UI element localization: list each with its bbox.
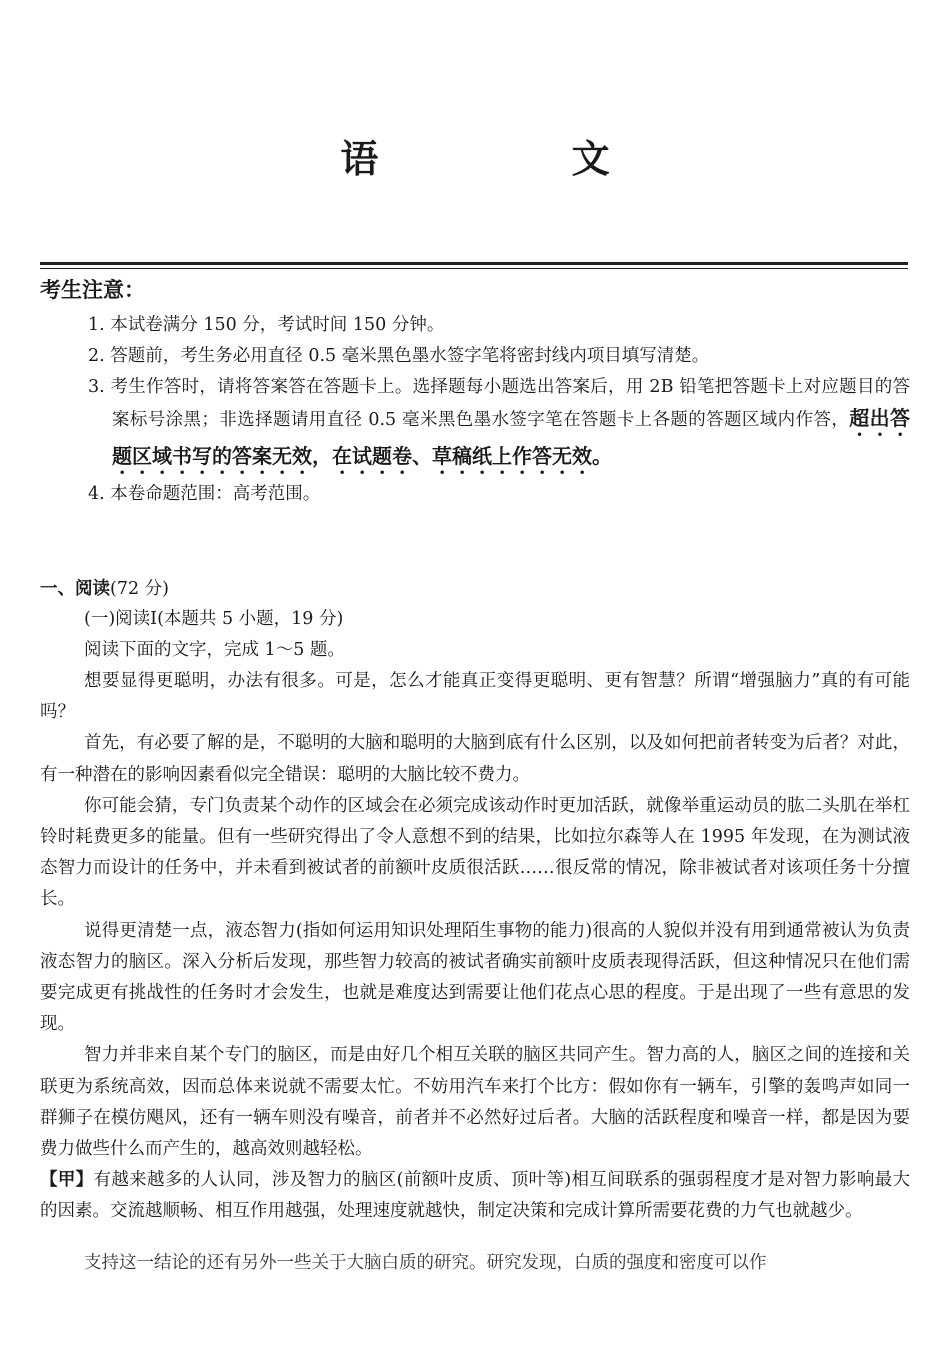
notice-item-3 <box>88 372 910 479</box>
notice-item-4: 4. 本卷命题范围：高考范围。 <box>88 484 321 504</box>
candidate-notice <box>40 276 910 510</box>
passage-paragraph-1: 想要显得更聪明，办法有很多。可是，怎么才能真正变得更聪明、更有智慧？所谓“增强脑力”真的有可能吗？ <box>40 671 910 723</box>
notice-heading: 考生注意： <box>40 278 145 302</box>
clipped-text-line <box>40 1253 910 1280</box>
header-divider-thin <box>40 268 908 269</box>
notice-item-3-text: 3. 考生作答时，请将答案答在答题卡上。选择题每小题选出答案后，用 2B 铅笔把答题卡上对应题目的答案标号涂黑；非选择题请用直径 0.5 毫米黑色墨水签字笔在答题卡上各题的答题区域内作答， <box>88 377 910 430</box>
section-title: 一、阅读 <box>40 579 110 599</box>
reading-section <box>40 574 910 1228</box>
paragraph-marker: 【甲】 <box>40 1170 94 1191</box>
passage-paragraph-6 <box>40 1165 910 1227</box>
passage-paragraph-2: 首先，有必要了解的是，不聪明的大脑和聪明的大脑到底有什么区别，以及如何把前者转变为后者？对此，有一种潜在的影响因素看似完全错误：聪明的大脑比较不费力。 <box>40 733 910 785</box>
header-divider <box>40 262 908 265</box>
clipped-text: 支持这一结论的还有另外一些关于大脑白质的研究。研究发现，白质的强度和密度可以作 <box>84 1253 767 1273</box>
sub-section-heading: (一)阅读Ⅰ(本题共 5 小题，19 分) <box>84 609 344 629</box>
page-title: 语 文 <box>340 137 700 181</box>
notice-item-1: 1. 本试卷满分 150 分，考试时间 150 分钟。 <box>88 315 445 335</box>
notice-emphasis: 超出答题区域书写的答案无效，在试题卷、草稿纸上作答无效。 <box>112 406 910 468</box>
passage-paragraph-5: 智力并非来自某个专门的脑区，而是由好几个相互关联的脑区共同产生。智力高的人，脑区之间的连接和关联更为系统高效，因而总体来说就不需要太忙。不妨用汽车来打个比方：假如你有一辆车，引擎的轰鸣声如同一群狮子在模仿飓风，还有一辆车则没有噪音，前者并不必然好过后者。大脑的活跃程度和噪音一样，都是因为要费力做些什么而产生的，越高效则越轻松。 <box>40 1045 910 1160</box>
reading-instruction: 阅读下面的文字，完成 1～5 题。 <box>84 640 345 660</box>
paragraph-6-text: 有越来越多的人认同，涉及智力的脑区(前额叶皮质、顶叶等)相互间联系的强弱程度才是对智力影响最大的因素。交流越顺畅、相互作用越强，处理速度就越快，制定决策和完成计算所需要花费的力气也就越少。 <box>40 1170 911 1222</box>
passage-paragraph-4: 说得更清楚一点，液态智力(指如何运用知识处理陌生事物的能力)很高的人貌似并没有用到通常被认为负责液态智力的脑区。深入分析后发现，那些智力较高的被试者确实前额叶皮质表现得活跃，但这种情况只在他们需要完成更有挑战性的任务时才会发生，也就是难度达到需要让他们花点心思的程度。于是出现了一些有意思的发现。 <box>40 920 910 1035</box>
passage-paragraph-3: 你可能会猜，专门负责某个动作的区域会在必须完成该动作时更加活跃，就像举重运动员的肱二头肌在举杠铃时耗费更多的能量。但有一些研究得出了令人意想不到的结果，比如拉尔森等人在 1995 年发现，在为测试液态智力而设计的任务中，并未看到被试者的前额叶皮质很活跃……很反常的情况，除非被试者对该项任务十分擅长。 <box>40 795 910 910</box>
section-heading <box>40 574 910 604</box>
notice-item-2: 2. 答题前，考生务必用直径 0.5 毫米黑色墨水签字笔将密封线内项目填写清楚。 <box>88 346 710 366</box>
section-score: (72 分) <box>110 579 169 599</box>
